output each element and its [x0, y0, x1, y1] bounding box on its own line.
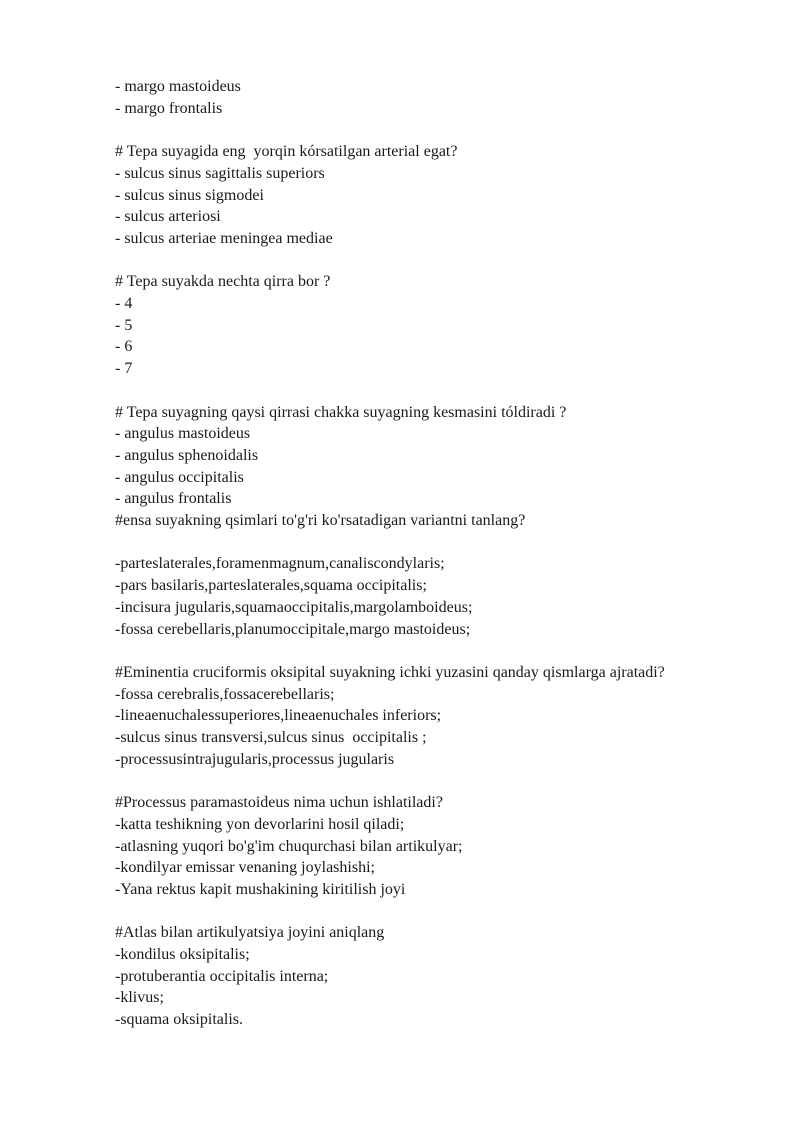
text-line: - angulus frontalis [115, 490, 232, 508]
text-line: -lineaenuchalessuperiores,lineaenuchales inferiors; [115, 707, 442, 725]
blank-line [115, 532, 755, 554]
blank-line [115, 250, 755, 272]
text-line: - 7 [115, 360, 133, 378]
text-line: -atlasning yuqori bo'g'im chuqurchasi bilan artikulyar; [115, 837, 463, 855]
text-line: # Tepa suyagida eng yorqin kórsatilgan arterial egat? [115, 143, 458, 161]
text-line: #Processus paramastoideus nima uchun ishlatiladi? [115, 794, 443, 812]
text-line: - sulcus sinus sigmodei [115, 186, 264, 204]
text-line: - sulcus arteriosi [115, 208, 221, 226]
text-line: -parteslaterales,foramenmagnum,canaliscondylaris; [115, 555, 445, 573]
blank-line [115, 119, 755, 141]
text-line: - angulus occipitalis [115, 468, 244, 486]
text-line: -incisura jugularis,squamaoccipitalis,margolamboideus; [115, 598, 473, 616]
text-line: - angulus mastoideus [115, 425, 251, 443]
text-line: -processusintrajugularis,processus jugularis [115, 750, 395, 768]
text-line: -klivus; [115, 989, 164, 1007]
text-line: -kondilus oksipitalis; [115, 946, 250, 964]
blank-line [115, 770, 755, 792]
blank-line [115, 901, 755, 923]
text-line: - sulcus arteriae meningea mediae [115, 229, 333, 247]
blank-line [115, 380, 755, 402]
text-line: -fossa cerebellaris,planumoccipitale,margo mastoideus; [115, 620, 471, 638]
text-line: #Atlas bilan artikulyatsiya joyini aniqlang [115, 924, 385, 942]
text-line: -sulcus sinus transversi,sulcus sinus occipitalis ; [115, 729, 427, 747]
text-line: -Yana rektus kapit mushakining kiritilish joyi [115, 880, 406, 898]
text-line: - margo mastoideus [115, 78, 241, 95]
blank-line [115, 640, 755, 662]
text-line: -pars basilaris,parteslaterales,squama occipitalis; [115, 577, 427, 595]
text-line: -kondilyar emissar venaning joylashishi; [115, 859, 375, 877]
text-line: -katta teshikning yon devorlarini hosil qiladi; [115, 815, 405, 833]
text-line: #ensa suyakning qsimlari to'g'ri ko'rsatadigan variantni tanlang? [115, 512, 526, 530]
text-line: - 4 [115, 295, 133, 312]
text-line: #Eminentia cruciformis oksipital suyakning ichki yuzasini qanday qismlarga ajratadi? [115, 663, 665, 681]
text-line: - margo frontalis [115, 99, 223, 117]
text-line: # Tepa suyakda nechta qirra bor ? [115, 273, 331, 291]
text-line: - sulcus sinus sagittalis superiors [115, 164, 325, 182]
text-line: # Tepa suyagning qaysi qirrasi chakka suyagning kesmasini tóldiradi ? [115, 403, 567, 421]
text-line: -fossa cerebralis,fossacerebellaris; [115, 685, 335, 703]
text-line: - angulus sphenoidalis [115, 446, 259, 464]
text-line: - 6 [115, 338, 133, 356]
text-line: -protuberantia occipitalis interna; [115, 967, 329, 985]
text-line: -squama oksipitalis. [115, 1011, 243, 1029]
document-body [115, 76, 755, 1031]
text-line: - 5 [115, 316, 133, 334]
